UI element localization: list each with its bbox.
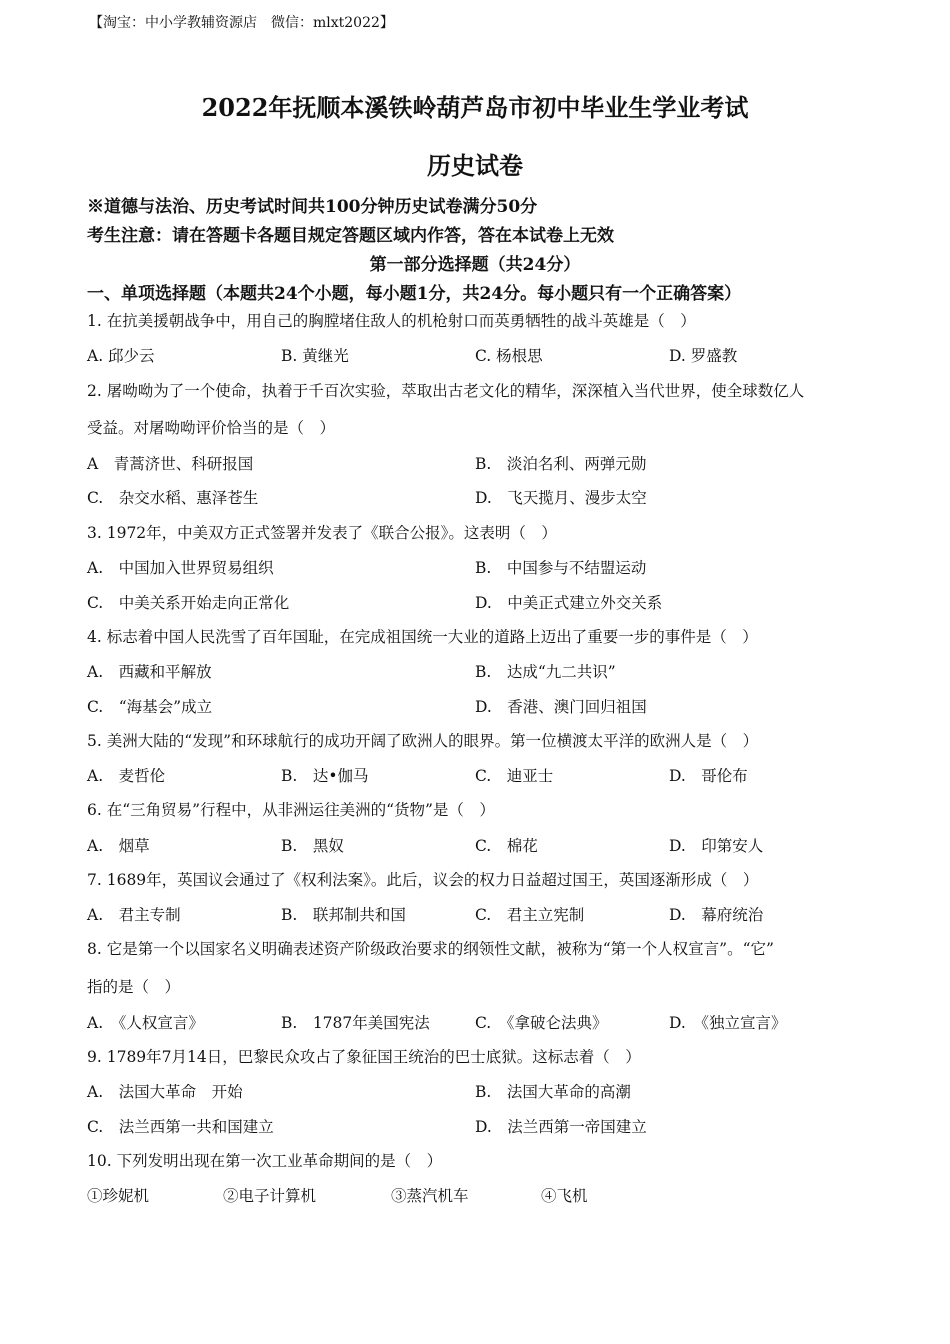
question-option: C. 《拿破仑法典》 (475, 1014, 608, 1032)
question-option: B. 联邦制共和国 (281, 906, 406, 924)
question-stem: 7. 1689年，英国议会通过了《权利法案》。此后，议会的权力日益超过国王，英国逐渐形成（ ） (87, 871, 759, 889)
question-option: A. 西藏和平解放 (87, 663, 212, 681)
question-option: A. 麦哲伦 (87, 767, 166, 785)
section-title: 一、单项选择题（本题共24个小题，每小题1分，共24分。每小题只有一个正确答案） (87, 284, 742, 304)
question-option: B. 黄继光 (281, 347, 349, 365)
question-stem-continued: 指的是（ ） (87, 978, 181, 996)
exam-subtitle: 历史试卷 (427, 151, 523, 180)
question-option: C. 迪亚士 (475, 767, 554, 785)
question-stem: 8. 它是第一个以国家名义明确表述资产阶级政治要求的纲领性文献，被称为“第一个人权宣言”。“它” (87, 940, 774, 958)
question-option: C. 法兰西第一共和国建立 (87, 1118, 274, 1136)
question-option: A. 邱少云 (87, 347, 155, 365)
question-stem: 2. 屠呦呦为了一个使命，执着于千百次实验，萃取出古老文化的精华，深深植入当代世界，使全球数亿人 (87, 382, 805, 400)
question-stem: 5. 美洲大陆的“发现”和环球航行的成功开阔了欧洲人的眼界。第一位横渡太平洋的欧洲人是（ ） (87, 732, 759, 750)
question-option: C. 杂交水稻、惠泽苍生 (87, 489, 259, 507)
question-option: B. 法国大革命的高潮 (475, 1083, 631, 1101)
question-option: D. 中美正式建立外交关系 (475, 594, 663, 612)
question-option: A 青蒿济世、科研报国 (87, 455, 254, 473)
question-option: D. 印第安人 (669, 837, 764, 855)
question-stem: 6. 在“三角贸易”行程中，从非洲运往美洲的“货物”是（ ） (87, 801, 495, 819)
question-option: B. 1787年美国宪法 (281, 1014, 430, 1032)
question-option: C. “海基会”成立 (87, 698, 213, 716)
part-title: 第一部分选择题（共24分） (369, 255, 581, 275)
question-option: C. 君主立宪制 (475, 906, 585, 924)
question-option: C. 杨根思 (475, 347, 543, 365)
question-option: B. 中国参与不结盟运动 (475, 559, 647, 577)
question-option: ①珍妮机 (87, 1187, 150, 1205)
exam-notice-time: ※道德与法治、历史考试时间共100分钟历史试卷满分50分 (87, 197, 538, 217)
question-stem-continued: 受益。对屠呦呦评价恰当的是（ ） (87, 419, 336, 437)
question-option: C. 中美关系开始走向正常化 (87, 594, 290, 612)
question-option: D. 哥伦布 (669, 767, 748, 785)
exam-title: 2022年抚顺本溪铁岭葫芦岛市初中毕业生学业考试 (201, 93, 749, 122)
question-option: D. 法兰西第一帝国建立 (475, 1118, 647, 1136)
question-stem: 9. 1789年7月14日，巴黎民众攻占了象征国王统治的巴士底狱。这标志着（ ） (87, 1048, 641, 1066)
exam-notice-answer: 考生注意：请在答题卡各题目规定答题区域内作答，答在本试卷上无效 (87, 226, 614, 246)
question-option: A. 《人权宣言》 (87, 1014, 204, 1032)
question-option: B. 淡泊名利、两弹元勋 (475, 455, 647, 473)
question-option: B. 达成“九二共识” (475, 663, 616, 681)
header-note: 【淘宝：中小学教辅资源店 微信：mlxt2022】 (89, 15, 394, 31)
question-option: B. 达•伽马 (281, 767, 369, 785)
question-option: ③蒸汽机车 (391, 1187, 469, 1205)
question-option: ②电子计算机 (223, 1187, 317, 1205)
question-option: A. 烟草 (87, 837, 150, 855)
question-option: A. 君主专制 (87, 906, 181, 924)
question-option: ④飞机 (541, 1187, 588, 1205)
question-option: C. 棉花 (475, 837, 538, 855)
question-option: B. 黑奴 (281, 837, 344, 855)
question-option: D. 《独立宣言》 (669, 1014, 787, 1032)
question-option: D. 幕府统治 (669, 906, 764, 924)
question-stem: 3. 1972年，中美双方正式签署并发表了《联合公报》。这表明（ ） (87, 524, 557, 542)
question-option: D. 罗盛教 (669, 347, 738, 365)
question-option: D. 香港、澳门回归祖国 (475, 698, 647, 716)
question-stem: 4. 标志着中国人民洗雪了百年国耻，在完成祖国统一大业的道路上迈出了重要一步的事件是（ ） (87, 628, 758, 646)
question-option: A. 中国加入世界贸易组织 (87, 559, 274, 577)
question-option: A. 法国大革命 开始 (87, 1083, 243, 1101)
question-stem: 10. 下列发明出现在第一次工业革命期间的是（ ） (87, 1152, 443, 1170)
question-stem: 1. 在抗美援朝战争中，用自己的胸膛堵住敌人的机枪射口而英勇牺牲的战斗英雄是（ ） (87, 312, 696, 330)
question-option: D. 飞天揽月、漫步太空 (475, 489, 647, 507)
